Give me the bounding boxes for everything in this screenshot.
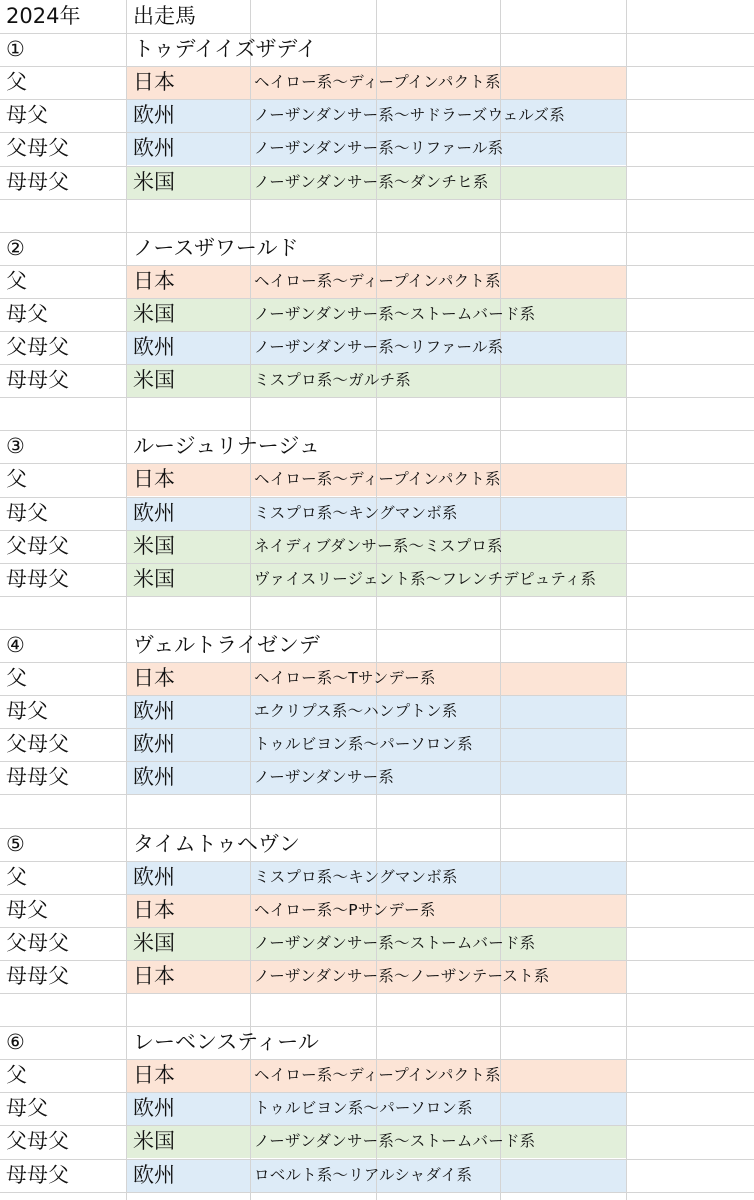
relation-cell[interactable]: 母母父 [6,765,69,790]
relation-cell[interactable]: 母父 [6,500,48,525]
relation-cell[interactable]: 母母父 [6,1162,69,1187]
region-cell[interactable]: 日本 [133,70,175,95]
bloodline-cell[interactable]: ネイディブダンサー系～ミスプロ系 [254,536,503,555]
bloodline-cell[interactable]: トゥルビヨン系～パーソロン系 [254,735,473,754]
bloodline-cell[interactable]: ノーザンダンサー系～リファール系 [254,338,504,356]
horse-name-cell[interactable]: ノースザワールド [133,235,299,260]
relation-cell[interactable]: 父母父 [6,732,69,757]
horse-number-cell[interactable]: ⑤ [6,831,25,856]
relation-cell[interactable]: 父 [6,268,27,293]
relation-cell[interactable]: 父母父 [6,136,69,161]
bloodline-cell[interactable]: エクリプス系～ハンプトン系 [254,702,458,721]
grid-line-horizontal [0,993,754,994]
region-cell[interactable]: 米国 [133,930,175,955]
region-cell[interactable]: 欧州 [133,500,175,525]
region-cell[interactable]: 米国 [133,533,175,558]
relation-cell[interactable]: 父 [6,666,27,690]
relation-cell[interactable]: 母父 [6,103,48,128]
bloodline-cell[interactable]: ヘイロー系～Pサンデー系 [254,900,436,919]
region-cell[interactable]: 米国 [133,169,175,194]
region-cell[interactable]: 欧州 [133,1096,175,1121]
bloodline-cell[interactable]: ヘイロー系～ディープインパクト系 [254,1066,501,1085]
horse-name-cell[interactable]: タイムトゥヘヴン [133,831,301,856]
bloodline-cell[interactable]: ミスプロ系～ガルチ系 [254,371,412,390]
region-cell[interactable]: 日本 [133,467,175,492]
relation-cell[interactable]: 父 [6,70,27,95]
relation-cell[interactable]: 母父 [6,1096,48,1121]
region-cell[interactable]: 欧州 [133,864,175,889]
relation-cell[interactable]: 父母父 [6,1129,69,1154]
region-cell[interactable]: 米国 [133,1129,175,1154]
horses-header-cell[interactable]: 出走馬 [133,4,196,28]
region-cell[interactable]: 欧州 [133,699,175,724]
horse-number-cell[interactable]: ④ [6,632,25,657]
bloodline-cell[interactable]: ヘイロー系～ディープインパクト系 [254,470,501,489]
relation-cell[interactable]: 母母父 [6,169,69,194]
relation-cell[interactable]: 父 [6,864,27,889]
horse-name-cell[interactable]: ヴェルトライゼンデ [133,632,320,657]
bloodline-cell[interactable]: ミスプロ系～キングマンボ系 [254,867,458,886]
region-cell[interactable]: 欧州 [133,335,175,359]
region-cell[interactable]: 米国 [133,301,175,326]
relation-cell[interactable]: 母父 [6,699,48,724]
region-cell[interactable]: 欧州 [133,136,175,161]
region-cell[interactable]: 日本 [133,666,175,690]
region-cell[interactable]: 日本 [133,268,175,293]
horse-name-cell[interactable]: レーベンスティール [133,1030,319,1055]
relation-cell[interactable]: 母母父 [6,963,69,988]
relation-cell[interactable]: 父 [6,1063,27,1088]
region-cell[interactable]: 米国 [133,368,175,393]
region-cell[interactable]: 米国 [133,566,175,591]
grid-line-horizontal [0,794,754,795]
relation-cell[interactable]: 母母父 [6,566,69,591]
bloodline-cell[interactable]: ノーザンダンサー系～ストームバード系 [254,933,536,952]
relation-cell[interactable]: 父 [6,467,27,492]
region-cell[interactable]: 日本 [133,963,175,988]
horse-name-cell[interactable]: トゥデイイズザデイ [133,37,317,62]
grid-line-horizontal [0,397,754,398]
bloodline-cell[interactable]: ヘイロー系～ディープインパクト系 [254,73,501,92]
grid-line-horizontal [0,199,754,200]
bloodline-cell[interactable]: ノーザンダンサー系～ストームバード系 [254,304,536,323]
horse-number-cell[interactable]: ① [6,37,25,62]
bloodline-cell[interactable]: ノーザンダンサー系～ノーザンテースト系 [254,966,550,985]
relation-cell[interactable]: 母父 [6,897,48,922]
bloodline-cell[interactable]: ヘイロー系～ディープインパクト系 [254,271,501,290]
relation-cell[interactable]: 父母父 [6,930,69,955]
relation-cell[interactable]: 父母父 [6,335,69,359]
horse-number-cell[interactable]: ② [6,235,25,260]
region-cell[interactable]: 欧州 [133,103,175,128]
bloodline-cell[interactable]: ミスプロ系～キングマンボ系 [254,503,458,522]
bloodline-cell[interactable]: ヘイロー系～Tサンデー系 [254,669,436,687]
horse-number-cell[interactable]: ⑥ [6,1030,25,1055]
region-cell[interactable]: 欧州 [133,732,175,757]
horse-name-cell[interactable]: ルージュリナージュ [133,434,320,459]
region-cell[interactable]: 欧州 [133,1162,175,1187]
relation-cell[interactable]: 父母父 [6,533,69,558]
grid-line-horizontal [0,596,754,597]
region-cell[interactable]: 欧州 [133,765,175,790]
relation-cell[interactable]: 母母父 [6,368,69,393]
year-cell[interactable]: 2024年 [6,4,81,28]
region-cell[interactable]: 日本 [133,897,175,922]
bloodline-cell[interactable]: ロベルト系～リアルシャダイ系 [254,1165,473,1184]
bloodline-cell[interactable]: ノーザンダンサー系～ストームバード系 [254,1132,536,1151]
region-cell[interactable]: 日本 [133,1063,175,1088]
relation-cell[interactable]: 母父 [6,301,48,326]
bloodline-cell[interactable]: ノーザンダンサー系～サドラーズウェルズ系 [254,106,565,125]
bloodline-cell[interactable]: ノーザンダンサー系 [254,768,395,787]
bloodline-cell[interactable]: ヴァイスリージェント系～フレンチデピュティ系 [254,569,597,588]
bloodline-cell[interactable]: ノーザンダンサー系～リファール系 [254,139,504,158]
horse-number-cell[interactable]: ③ [6,434,25,459]
bloodline-cell[interactable]: トゥルビヨン系～パーソロン系 [254,1099,473,1118]
grid-line-horizontal [0,1192,754,1193]
bloodline-cell[interactable]: ノーザンダンサー系～ダンチヒ系 [254,172,489,191]
